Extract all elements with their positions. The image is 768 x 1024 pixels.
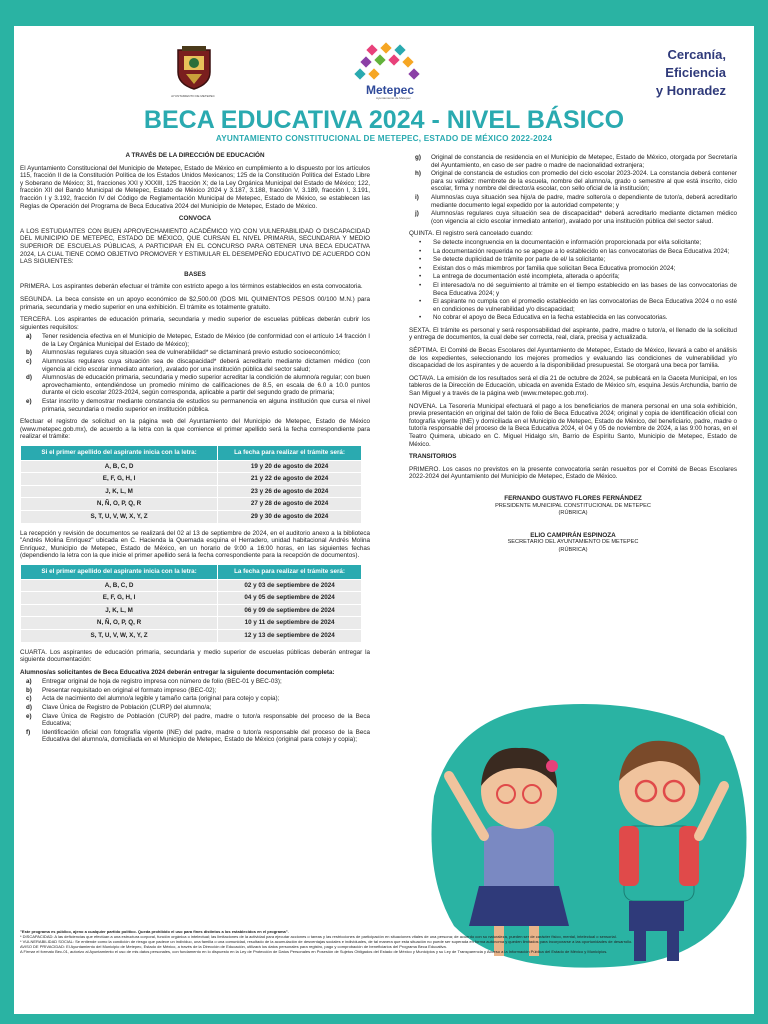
item-text: Estar inscrito y demostrar mediante constancia de estudios su permanencia en alguna institución que cursa el nivel primaria, secundaria o medio superior en institución pública. bbox=[42, 398, 370, 413]
table-row bbox=[21, 460, 362, 473]
table-cell: N, Ñ, O, P, Q, R bbox=[21, 498, 218, 511]
footnote: * DISCAPACIDAD: A las deficiencias que efectúan a una estructura corporal, función orgánica o intelectual; las limitaciones de la actividad para ejecutar acciones o tareas y las restricciones de participación en situaciones vitales de una persona; de acuerdo con su naturaleza, pueden ser de carácter físico, mental, intelectual o sensorial. bbox=[20, 934, 617, 939]
list-item: • Existan dos o más miembros por familia que solicitan Beca Educativa promoción 2024; bbox=[409, 265, 737, 273]
table-cell: 23 y 26 de agosto de 2024 bbox=[218, 485, 362, 498]
base-quinta: QUINTA. El registro será cancelado cuando: bbox=[409, 230, 533, 238]
base-octava: OCTAVA. La emisión de los resultados será el día 21 de octubre de 2024, se publicará en la Gaceta Municipal, en los tableros de la Dirección de Educación, ubicada en avenida Estado de México s/n, esquina Jesús Archundia, barrio de San Miguel y a través de la página web (www.metepec.gob.mx). bbox=[409, 374, 737, 398]
slogan bbox=[656, 46, 726, 100]
list-item bbox=[20, 729, 370, 744]
item-text: El interesado/a no dé seguimiento al trámite en el tiempo establecido en las bases de las convocatorias de Beca Educativa 2024; y bbox=[433, 281, 737, 297]
table-cell: J, K, L, M bbox=[21, 604, 218, 617]
base-segunda: SEGUNDA. La beca consiste en un apoyo económico de $2,500.00 (DOS MIL QUINIENTOS PESOS 00/100 M.N.) para primaria, secundaria y medio superior en una exhibición. El trámite es totalmente gratuito. bbox=[20, 295, 370, 311]
quinta-list bbox=[409, 239, 737, 322]
item-text: Existan dos o más miembros por familia que solicitan Beca Educativa promoción 2024; bbox=[433, 264, 676, 272]
table-header-row bbox=[21, 446, 362, 461]
municipal-shield-icon bbox=[174, 44, 214, 90]
registration-dates-table bbox=[20, 445, 362, 524]
page-title: BECA EDUCATIVA 2024 - NIVEL BÁSICO bbox=[143, 106, 625, 134]
item-key: c) bbox=[26, 358, 32, 366]
list-item bbox=[20, 695, 370, 703]
signature-block bbox=[409, 495, 737, 518]
base-sexta: SEXTA. El trámite es personal y será responsabilidad del aspirante, padre, madre o tutor/a, el llenado de la solicitud y entrega de documentos, la cual debe ser correcta, real, clara, precisa y actualizada. bbox=[409, 326, 737, 342]
section-heading: A TRAVÉS DE LA DIRECCIÓN DE EDUCACIÓN bbox=[125, 152, 265, 159]
list-item bbox=[20, 398, 370, 413]
item-text: La documentación requerida no se apegue a lo establecido en las convocatorias de Beca Educativa 2024; bbox=[433, 247, 730, 255]
list-item: • Se detecte duplicidad de trámite por parte de el/ la solicitante; bbox=[409, 256, 737, 264]
item-key: i) bbox=[415, 193, 419, 201]
section-heading: CONVOCA bbox=[178, 215, 212, 223]
tercera-list bbox=[20, 333, 370, 413]
base-novena: NOVENA. La Tesorería Municipal efectuará el pago a los beneficiarios de manera personal en una sola exhibición, previa presentación en original del talón de folio de Beca Educativa 2024; original y copia de identificación oficial con fotografía vigente (INE) y domiciliada en el Municipio de Metepec, Estado de México, del beneficiario, padre, madre o tutor/a responsable del proceso de la Beca Educativa 2024, el 04 y 05 de noviembre de 2024, a las 9:00 horas, en el Teatro Quimera, ubicado en C. Miguel Hidalgo s/n, Barrio de Espíritu Santo, Municipio de Metepec, Estado de México. bbox=[409, 402, 737, 448]
right-column bbox=[409, 152, 737, 555]
column-header: La fecha para realizar el trámite será: bbox=[218, 446, 362, 461]
item-text: Alumnos/as regulares cuya situación sea de discapacidad* deberá acreditarlo mediante dictamen médico (con vigencia al ciclo escolar inmediato anterior), avalado por una institución pública del sector salud. bbox=[431, 210, 737, 225]
slogan-line: Eficiencia bbox=[665, 65, 726, 80]
section-heading: TRANSITORIOS bbox=[409, 453, 457, 461]
signer-name: ELIO CAMPIRÁN ESPINOZA bbox=[530, 531, 616, 539]
signer-role: PRESIDENTE MUNICIPAL CONSTITUCIONAL DE METEPEC bbox=[495, 502, 651, 509]
item-text: Original de constancia de estudios con promedio del ciclo escolar 2023-2024. La constancia deberá contener para su validez: membrete de la escuela, nombre del alumno/a, grado o semestre al que está inscrito, ciclo escolar, firma y nombre del director/a escolar, con sello oficial de la institución; bbox=[431, 170, 737, 193]
table-cell: 02 y 03 de septiembre de 2024 bbox=[218, 579, 362, 592]
base-cuarta: CUARTA. Los aspirantes de educación primaria, secundaria y medio superior de escuelas públicas deberán entregar la siguiente documentación: bbox=[20, 648, 370, 664]
logo-tagline: Ayuntamiento de Metepec bbox=[376, 96, 411, 100]
base-septima: SÉPTIMA. El Comité de Becas Escolares del Ayuntamiento de Metepec, Estado de México, llevará a cabo el análisis de los expedientes, seleccionando los mejores promedios y evaluando las condiciones de vulnerabilidad y/o discapacidad de los aspirantes y de acuerdo a la disponibilidad presupuestal. Se otorgará una beca por familia. bbox=[409, 347, 737, 370]
poster bbox=[14, 26, 754, 1014]
list-item bbox=[20, 374, 370, 397]
list-item bbox=[409, 170, 737, 193]
left-column bbox=[20, 152, 370, 749]
shield-caption: AYUNTAMIENTO DE METEPEC bbox=[171, 94, 215, 98]
table-cell: 19 y 20 de agosto de 2024 bbox=[218, 460, 362, 473]
slogan-line: Cercanía, bbox=[667, 47, 726, 62]
signer-role: SECRETARIO DEL AYUNTAMIENTO DE METEPEC bbox=[507, 539, 639, 546]
list-item: • Se detecte incongruencia en la documentación e información proporcionada por el/la solicitante; bbox=[409, 239, 737, 247]
item-text: Identificación oficial con fotografía vigente (INE) del padre, madre o tutor/a responsable del proceso de la Beca Educativa del alumno/a, domiciliada en el Municipio de Metepec, Estado de México (original para cotejo y copia); bbox=[42, 728, 370, 744]
item-text: Acta de nacimiento del alumno/a legible y tamaño carta (original para cotejo y copia); bbox=[42, 695, 280, 703]
footnote: AVISO DE PRIVACIDAD: El Ayuntamiento del Municipio de Metepec, Estado de México, a través de la Dirección de Educación, utilizará los datos personales para registro, pago y comprobación de beneficiarios del Programa Beca Educativa. bbox=[20, 944, 447, 949]
signer-name: FERNANDO GUSTAVO FLORES FERNÁNDEZ bbox=[504, 494, 642, 502]
recepcion-paragraph: La recepción y revisión de documentos se realizará del 02 al 13 de septiembre de 2024, en el auditorio anexo a la biblioteca "Andrés Molina Enríquez" ubicada en C. Hacienda la Quemada esquina el Herradero, unidad habitacional Andrés Molina Enríquez, Municipio de Metepec, Estado de México, en un horario de 9:00 a 16:00 horas, en las siguientes fechas (dependiendo la letra con la que inicie el primer apellido será la fecha correspondiente para la recepción de documentos). bbox=[20, 529, 370, 560]
table-row bbox=[21, 510, 362, 523]
section-heading: BASES bbox=[184, 270, 206, 278]
item-key: h) bbox=[415, 170, 421, 178]
signer-note: (RÚBRICA) bbox=[558, 510, 588, 517]
column-header: La fecha para realizar el trámite será: bbox=[218, 564, 362, 579]
table-header-row bbox=[21, 564, 362, 579]
list-item bbox=[20, 358, 370, 373]
table-cell: A, B, C, D bbox=[21, 579, 218, 592]
item-text: Presentar requisitado en original el formato impreso (BEC-02); bbox=[42, 686, 217, 694]
item-text: La entrega de documentación esté incompleta, alterada o apócrifa; bbox=[433, 273, 620, 281]
item-text: Tener residencia efectiva en el Municipio de Metepec, Estado de México (de conformidad con el artículo 14 fracción I de la Ley Orgánica Municipal del Estado de México); bbox=[42, 333, 370, 348]
table-cell: 06 y 09 de septiembre de 2024 bbox=[218, 604, 362, 617]
item-text: No cobrar el apoyo de Beca Educativa en la fecha establecida en las convocatorias. bbox=[433, 314, 668, 322]
item-key: j) bbox=[415, 210, 419, 218]
item-text: El aspirante no cumpla con el promedio establecido en las convocatorias de Beca Educativa 2024 o no esté en condiciones de vulnerabilidad y/o discapacidad; bbox=[433, 298, 737, 313]
table-cell: A, B, C, D bbox=[21, 460, 218, 473]
item-key: a) bbox=[26, 333, 32, 341]
item-text: Alumnos/as cuya situación sea hijo/a de padre, madre soltero/a o dependiente de tutor/a, deberá acreditarlo mediante documento legal expedido por la autoridad competente; y bbox=[431, 193, 737, 209]
table-row bbox=[21, 579, 362, 592]
table-row bbox=[21, 629, 362, 642]
logo-wordmark: Metepec bbox=[366, 83, 415, 97]
table-cell: 29 y 30 de agosto de 2024 bbox=[218, 510, 362, 523]
footnote: "Este programa es público, ajeno a cualquier partido político. Queda prohibido el uso para fines distintos a los establecidos en el programa". bbox=[20, 929, 289, 934]
table-row bbox=[21, 485, 362, 498]
table-cell: J, K, L, M bbox=[21, 485, 218, 498]
footnotes bbox=[20, 929, 740, 954]
base-primera: PRIMERA. Los aspirantes deberán efectuar el trámite con estricto apego a los términos establecidos en esta convocatoria. bbox=[20, 283, 363, 291]
list-item bbox=[20, 349, 370, 357]
table-cell: 21 y 22 de agosto de 2024 bbox=[218, 473, 362, 486]
footnote: A Firmar el formato Bec-01, autorizo al Ayuntamiento el uso de mis datos personales, con fundamento en lo dispuesto en la Ley de Protección de Datos Personales en Posesión de Sujetos Obligados del Estado de México y Municipios y su Ley de Transparencia y Acceso a la Información Pública del Estado de México y Municipios. bbox=[20, 949, 608, 954]
slogan-line: y Honradez bbox=[655, 83, 726, 98]
cuarta-list-continued bbox=[409, 154, 737, 225]
list-item bbox=[20, 687, 370, 695]
registro-paragraph: Efectuar el registro de solicitud en la página web del Ayuntamiento del Municipio de Metepec, Estado de México (www.metepec.gob.mx), de acuerdo a la letra con la que comience el primer apellido será la fecha correspondiente para realizar el trámite: bbox=[20, 418, 370, 441]
list-item bbox=[20, 333, 370, 348]
list-item: • No cobrar el apoyo de Beca Educativa en la fecha establecida en las convocatorias. bbox=[409, 314, 737, 322]
table-cell: N, Ñ, O, P, Q, R bbox=[21, 617, 218, 630]
table-row bbox=[21, 617, 362, 630]
page-subtitle: AYUNTAMIENTO CONSTITUCIONAL DE METEPEC, ESTADO DE MÉXICO 2022-2024 bbox=[215, 134, 553, 143]
table-row bbox=[21, 498, 362, 511]
signature-block bbox=[409, 532, 737, 555]
header bbox=[14, 26, 754, 106]
item-text: Original de constancia de residencia en el Municipio de Metepec, Estado de México, otorgada por Secretaría del Ayuntamiento, en caso de ser padre o madre de nacionalidad extranjera; bbox=[431, 154, 737, 169]
item-key: b) bbox=[26, 349, 32, 357]
document-review-dates-table bbox=[20, 564, 362, 643]
item-key: a) bbox=[26, 678, 32, 686]
item-text: Se detecte duplicidad de trámite por parte de el/ la solicitante; bbox=[433, 256, 606, 264]
list-item bbox=[409, 194, 737, 209]
column-header: Si el primer apellido del aspirante inicia con la letra: bbox=[21, 564, 218, 579]
table-row bbox=[21, 604, 362, 617]
item-key: d) bbox=[26, 374, 32, 382]
column-header: Si el primer apellido del aspirante inicia con la letra: bbox=[21, 446, 218, 461]
item-text: Entregar original de hoja de registro impresa con número de folio (BEC-01 y BEC-03); bbox=[42, 678, 282, 686]
intro-paragraph: El Ayuntamiento Constitucional del Municipio de Metepec, Estado de México en cumplimiento a lo dispuesto por los artículos 115, fracción II de la Constitución Política de los Estados Unidos Mexicanos; 125 de la Constitución Política del Estado Libre y Soberano de México; 31, fracciones XXI y XXXIII, 125 fracción X; de la Ley Orgánica Municipal del Estado de México; 122, fracción XII del Bando Municipal de Metepec, Estado de México 2024 y 3.187, 3.188, fracción V, 3.189, fracción I, 3.191, fracción I y 3.192, fracción IV del Código de Reglamentación Municipal de Metepec, Estado de México, se establecen las Reglas de Operación del Programa de Beca Educativa 2024 del Municipio de Metepec, Estado de México. bbox=[20, 164, 370, 210]
table-cell: 27 y 28 de agosto de 2024 bbox=[218, 498, 362, 511]
table-cell: S, T, U, V, W, X, Y, Z bbox=[21, 629, 218, 642]
table-cell: E, F, G, H, I bbox=[21, 592, 218, 605]
item-text: Alumnos/as regulares cuya situación sea de discapacidad* deberá acreditarlo mediante dictamen médico (con vigencia al ciclo escolar inmediato anterior), avalado por una institución pública del sector salud; bbox=[42, 358, 370, 373]
table-cell: 12 y 13 de septiembre de 2024 bbox=[218, 629, 362, 642]
base-tercera: TERCERA. Los aspirantes de educación primaria, secundaria y medio superior de escuelas públicas deberán cubrir los siguientes requisitos: bbox=[20, 316, 370, 331]
item-key: f) bbox=[26, 728, 31, 736]
item-key: e) bbox=[26, 398, 32, 406]
table-row bbox=[21, 592, 362, 605]
list-item: • El interesado/a no dé seguimiento al trámite en el tiempo establecido en las bases de las convocatorias de Beca Educativa 2024; y bbox=[419, 281, 737, 297]
item-text: Se detecte incongruencia en la documentación e información proporcionada por el/la solicitante; bbox=[433, 238, 702, 246]
cuarta-subheading: Alumnos/as solicitantes de Beca Educativa 2024 deberán entregar la siguiente documentación completa: bbox=[20, 668, 335, 676]
item-text: Clave Única de Registro de Población (CURP) del padre, madre o tutor/a responsable del proceso de la Beca Educativa; bbox=[42, 712, 370, 728]
table-cell: 04 y 05 de septiembre de 2024 bbox=[218, 592, 362, 605]
table-cell: S, T, U, V, W, X, Y, Z bbox=[21, 510, 218, 523]
table-cell: 10 y 11 de septiembre de 2024 bbox=[218, 617, 362, 630]
list-item bbox=[20, 713, 370, 728]
signer-note: (RÚBRICA) bbox=[558, 546, 588, 553]
cuarta-list bbox=[20, 678, 370, 744]
item-key: d) bbox=[26, 704, 32, 712]
list-item: • El aspirante no cumpla con el promedio establecido en las convocatorias de Beca Educativa 2024 o no esté en condiciones de vulnerabilidad y/o discapacidad; bbox=[419, 298, 737, 313]
item-key: g) bbox=[415, 154, 421, 161]
transitorio-primero: PRIMERO. Los casos no previstos en la presente convocatoria serán resueltos por el Comité de Becas Escolares 2022-2024 del Ayuntamiento del Municipio de Metepec, Estado de México. bbox=[409, 465, 737, 481]
list-item: • La documentación requerida no se apegue a lo establecido en las convocatorias de Beca Educativa 2024; bbox=[409, 248, 737, 256]
list-item bbox=[409, 210, 737, 225]
item-text: Clave Única de Registro de Población (CURP) del alumno/a; bbox=[42, 704, 212, 712]
list-item bbox=[20, 704, 370, 712]
list-item bbox=[20, 678, 370, 686]
item-text: Alumnos/as de educación primaria, secundaria y medio superior acreditar la condición de alumno/a regular; con buen aprovechamiento, entendiéndose un promedio mínimo de calificaciones de 8.5, en escala de 6.0 a 10.0 puntos durante el ciclo escolar 2023-2024, según corresponda, aplicable a partir del segundo grado de primaria; bbox=[42, 374, 370, 397]
item-text: Alumnos/as regulares cuya situación sea de vulnerabilidad* se dictaminará previo estudio socioeconómico; bbox=[42, 349, 341, 357]
item-key: e) bbox=[26, 712, 32, 720]
table-row bbox=[21, 473, 362, 486]
item-key: c) bbox=[26, 695, 32, 703]
list-item bbox=[409, 154, 737, 169]
table-cell: E, F, G, H, I bbox=[21, 473, 218, 486]
list-item: • La entrega de documentación esté incompleta, alterada o apócrifa; bbox=[409, 273, 737, 281]
convoca-paragraph: A LOS ESTUDIANTES CON BUEN APROVECHAMIENTO ACADÉMICO Y/O CON VULNERABILIDAD O DISCAPACIDAD DEL MUNICIPIO DE METEPEC, ESTADO DE MÉXICO, QUE CURSAN EL NIVEL PRIMARIA, SECUNDARIA Y MEDIO SUPERIOR DE ESCUELAS PÚBLICAS, A PARTICIPAR EN EL CONCURSO PARA OBTENER UNA BECA EDUCATIVA 2024, LA CUAL TIENE COMO OBJETIVO PROMOVER Y ESTIMULAR EL DESEMPEÑO EDUCATIVO DE ACUERDO CON LAS SIGUIENTES: bbox=[20, 227, 370, 266]
item-key: b) bbox=[26, 686, 32, 694]
footnote: * VULNERABILIDAD SOCIAL: Se entiende como la condición de riesgo que padece un individuo, una familia o una comunidad, resultado de la acumulación de desventajas sociales e individuales, de tal manera que esta situación no puede ser superada en forma autónoma y queden limitados para incorporarse a las oportunidades de desarrollo. bbox=[20, 939, 633, 944]
